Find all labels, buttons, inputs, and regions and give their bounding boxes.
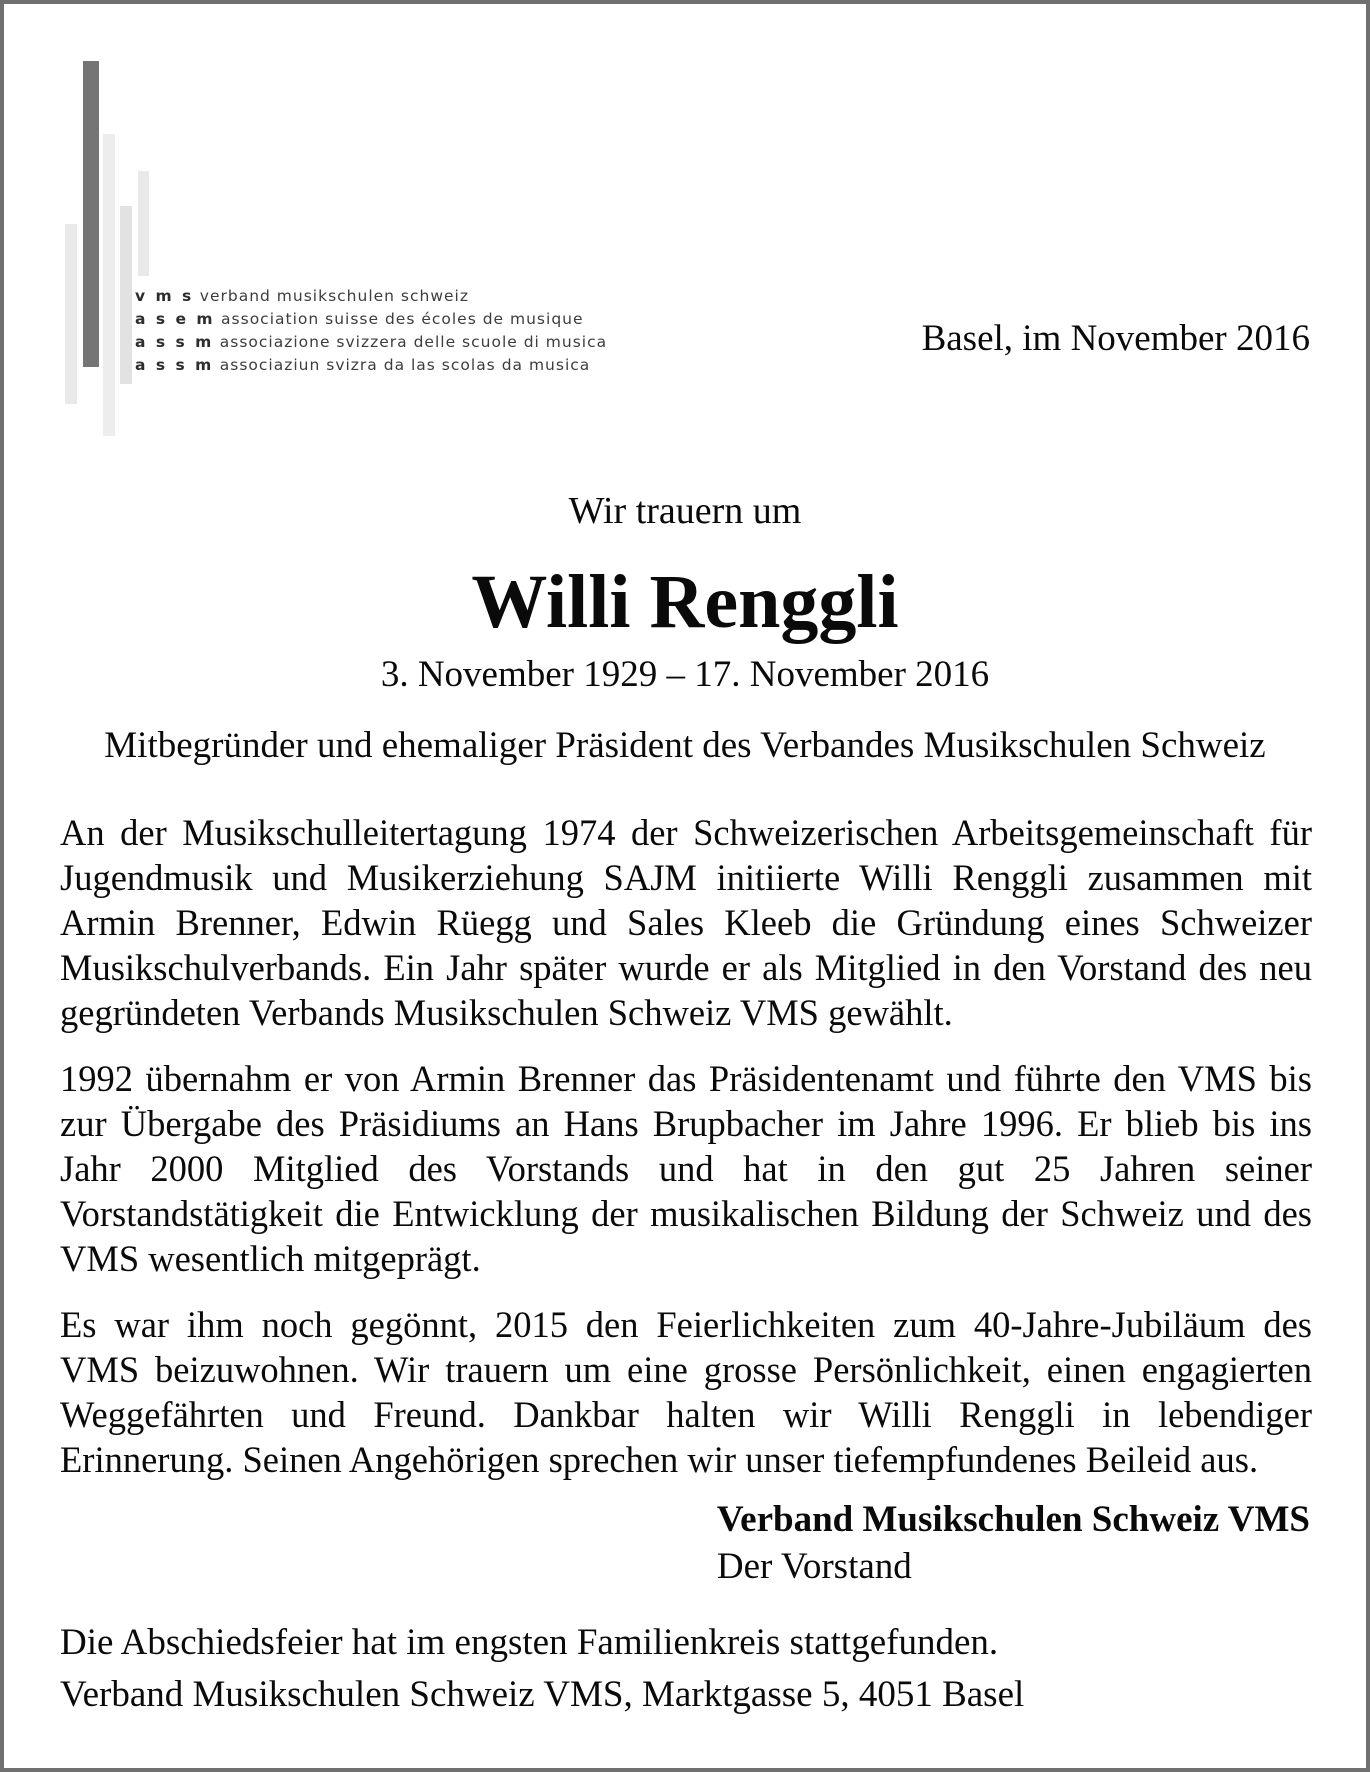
logo-bar-light-1 [65, 224, 77, 404]
signature-block [717, 1496, 1310, 1590]
dateline: Basel, im November 2016 [921, 318, 1310, 359]
logo-line-italian [135, 331, 607, 354]
mourning-intro: Wir trauern um [568, 490, 802, 532]
logo-bar-light-2 [103, 134, 115, 436]
role-line: Mitbegründer und ehemaliger Präsident des Verbandes Musikschulen Schweiz [104, 725, 1266, 766]
footer-line-ceremony: Die Abschiedsfeier hat im engsten Familienkreis stattgefunden. [60, 1622, 999, 1663]
footer [60, 1620, 1024, 1724]
signature-organization: Verband Musikschulen Schweiz VMS [716, 1499, 1310, 1540]
logo-acronym: v m s [135, 287, 194, 305]
logo-bar-light-4 [138, 171, 149, 276]
obituary-body [60, 810, 1312, 1503]
logo-line-french [135, 308, 607, 331]
logo-acronym: a s s m [135, 333, 214, 351]
logo-line-text: associazione svizzera delle scuole di musica [219, 333, 608, 351]
logo-acronym: a s e m [135, 310, 216, 328]
obituary-paragraph-3: Es war ihm noch gegönnt, 2015 den Feierlichkeiten zum 40-Jahre-Jubiläum des VMS beizuwohnen. Wir trauern um eine grosse Persönlichkeit, einen engagierten Weggefährten und Freund. Dankbar halten wir Willi Renggli in lebendiger Erinnerung. Seinen Angehörigen sprechen wir unser tiefempfundenes Beileid aus. [60, 1304, 1312, 1480]
logo-wordmark [135, 285, 607, 377]
logo-bar-dark [83, 61, 99, 367]
logo-bar-light-3 [120, 206, 132, 384]
logo-acronym: a s s m [135, 356, 214, 374]
footer-line-address: Verband Musikschulen Schweiz VMS, Marktgasse 5, 4051 Basel [60, 1674, 1025, 1715]
logo-line-romansh [135, 354, 607, 377]
obituary-paragraph-1: An der Musikschulleitertagung 1974 der Schweizerischen Arbeitsgemeinschaft für Jugendmusik und Musikerziehung SAJM initiierte Willi Renggli zusammen mit Armin Brenner, Edwin Rüegg und Sales Kleeb die Gründung eines Schweizer Musikschulverbands. Ein Jahr später wurde er als Mitglied in den Vorstand des neu gegründeten Verbands Musikschulen Schweiz VMS gewählt. [60, 812, 1312, 1033]
obituary-paragraph-2: 1992 übernahm er von Armin Brenner das Präsidentenamt und führte den VMS bis zur Übergabe des Präsidiums an Hans Brupbacher im Jahre 1996. Er blieb bis ins Jahr 2000 Mitglied des Vorstands und hat in den gut 25 Jahren seiner Vorstandstätigkeit die Entwicklung der musikalischen Bildung der Schweiz und des VMS wesentlich mitgeprägt. [60, 1058, 1312, 1279]
logo-line-german [135, 285, 607, 308]
logo-line-text: associaziun svizra da las scolas da musica [219, 356, 591, 374]
signature-board: Der Vorstand [716, 1546, 912, 1587]
logo-line-text: verband musikschulen schweiz [199, 287, 469, 305]
lifespan-dates: 3. November 1929 – 17. November 2016 [380, 654, 990, 695]
deceased-name: Willi Renggli [471, 560, 899, 644]
logo-line-text: association suisse des écoles de musique [221, 310, 584, 328]
